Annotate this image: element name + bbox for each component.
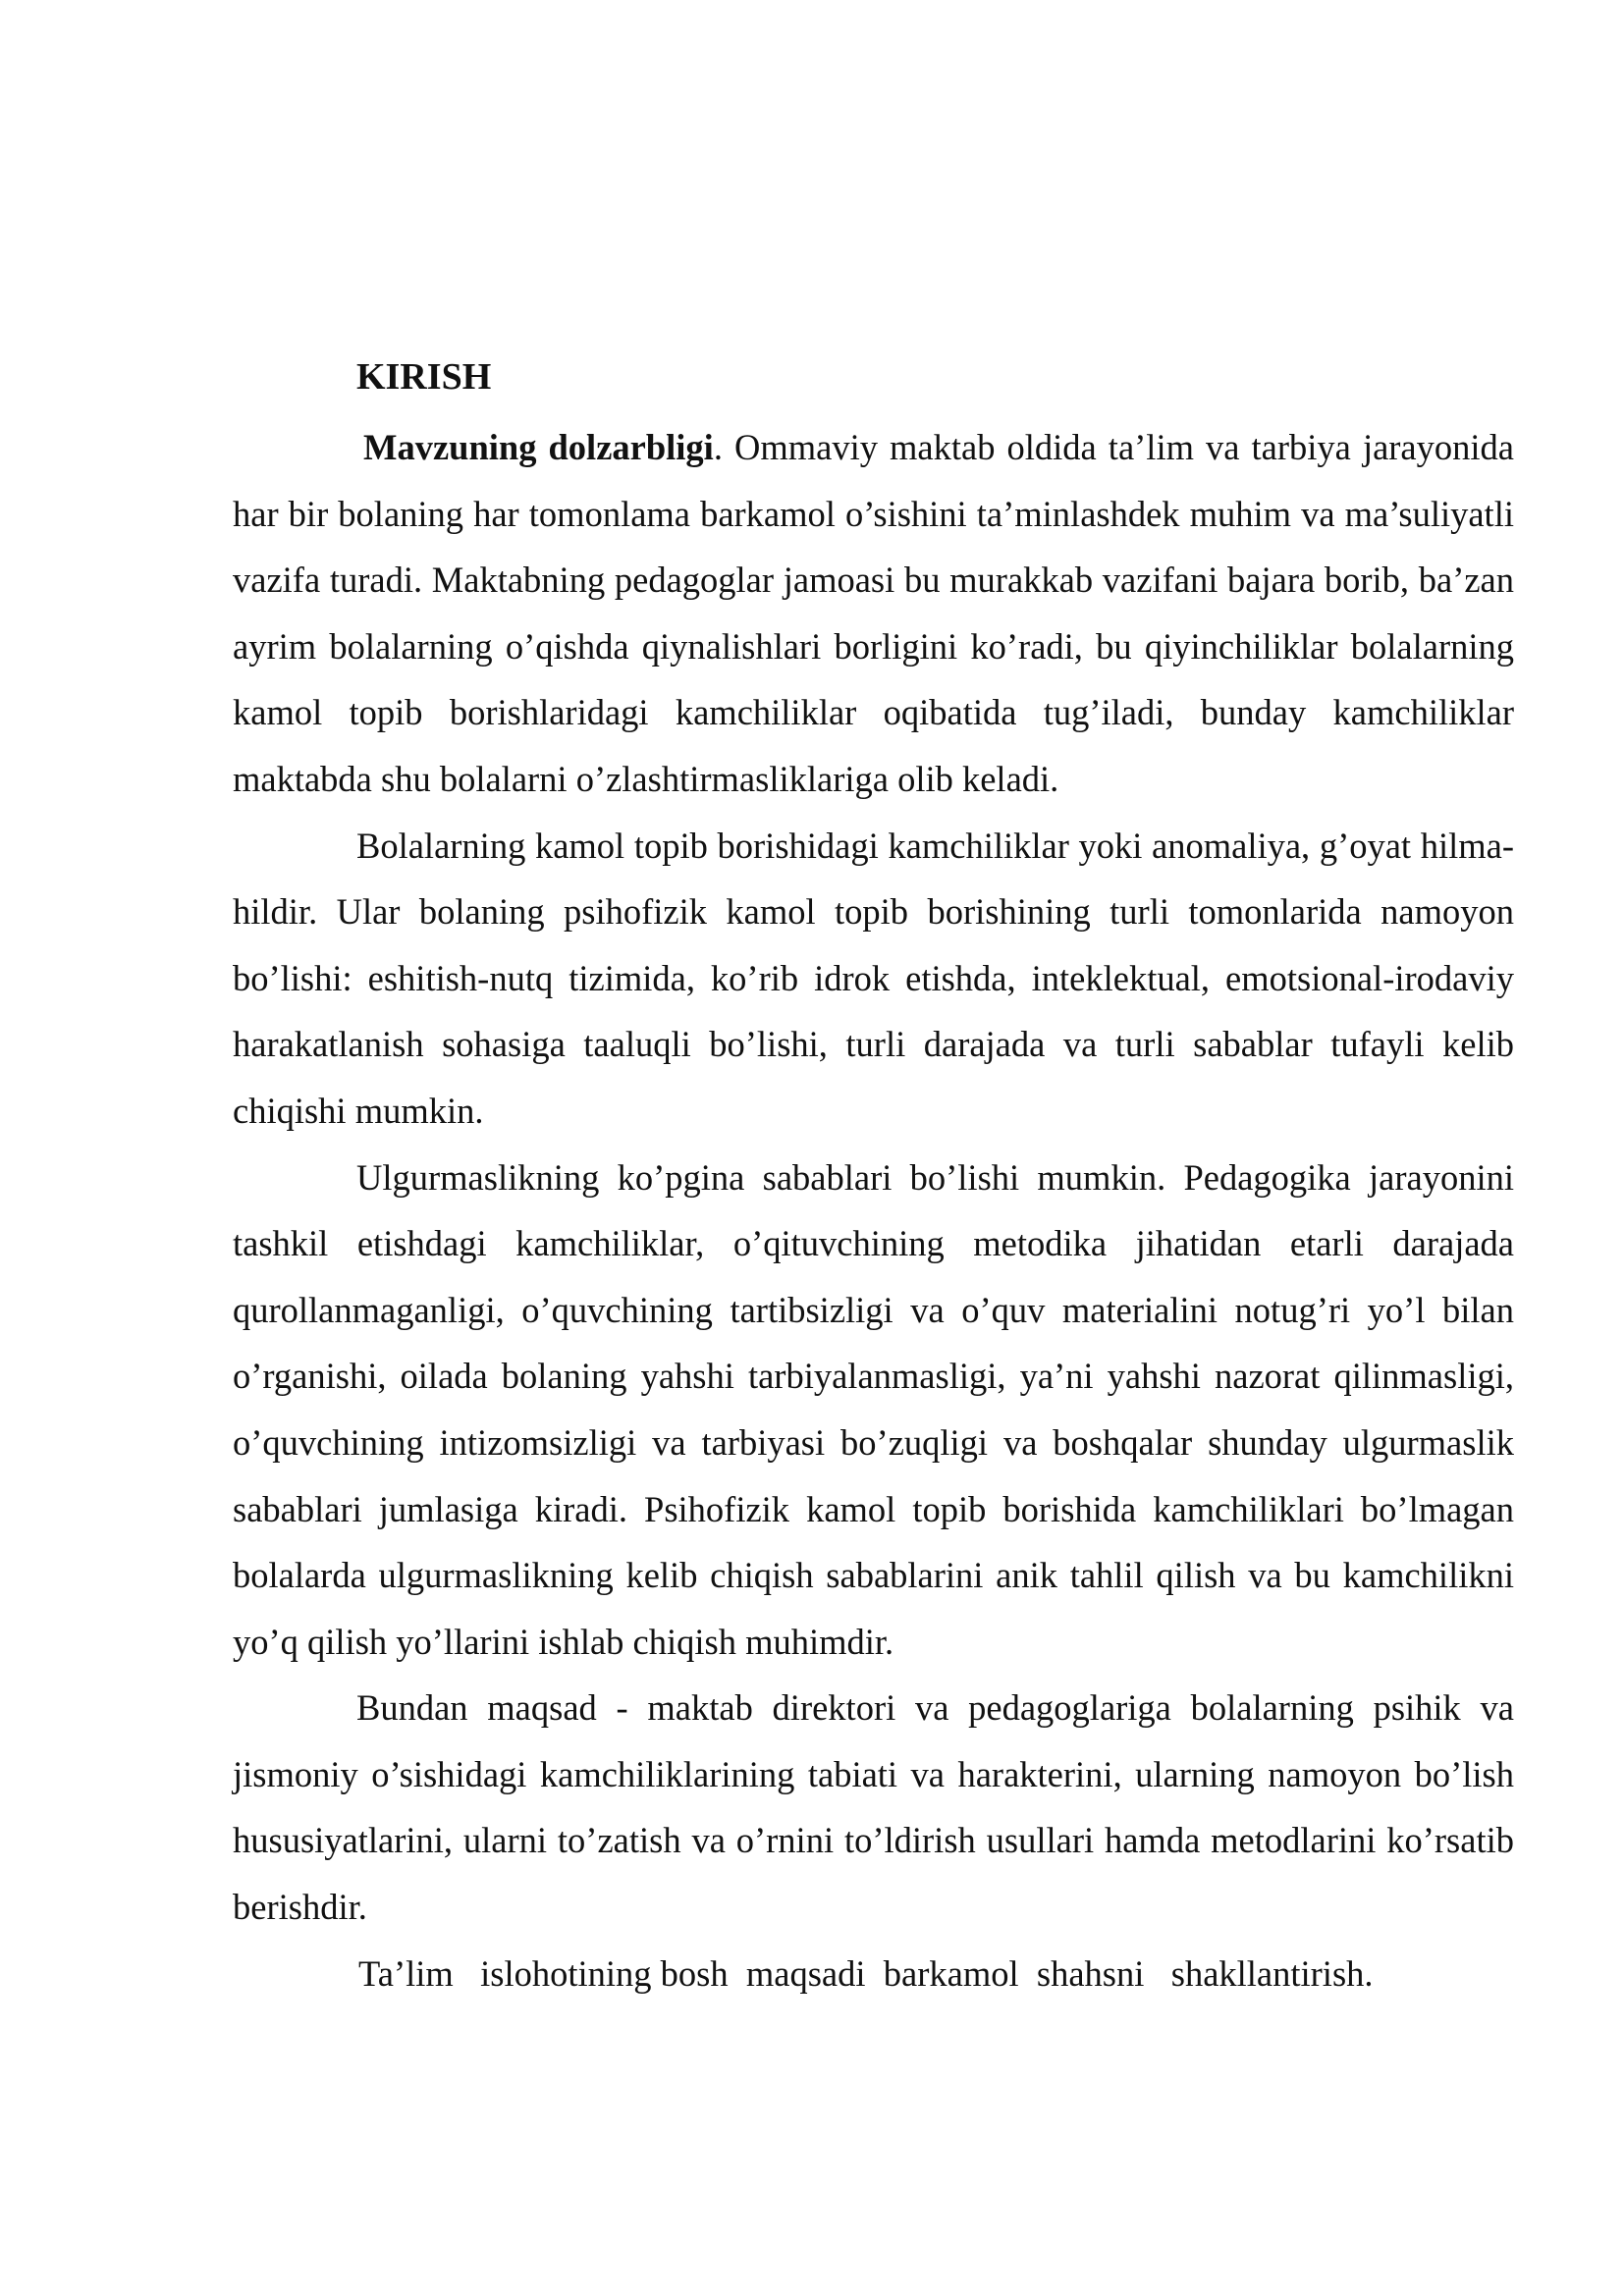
intro-text: . Ommaviy maktab oldida ta’lim va tarbiya jarayonida har bir bolaning har tomonlama barkamol o’sishini ta’minlashdek muhim va ma’suliyatli vazifa turadi. Maktabning pedagoglar jamoasi bu murakkab vazifani bajara borib, ba’zan ayrim bolalarning o’qishda qiynalishlari borligini ko’radi, bu qiyinchiliklar bolalarning kamol topib borishlaridagi kamchiliklar oqibatida tug’iladi, bunday kamchiliklar maktabda shu bolalarni o’zlashtirmasliklariga olib keladi.	[233, 427, 1514, 799]
intro-paragraph	[233, 414, 1514, 813]
body-paragraph: Ulgurmaslikning ko’pgina sabablari bo’lishi mumkin. Pedagogika jarayonini tashkil etishdagi kamchiliklar, o’qituvchining metodika jihatidan etarli darajada qurollanmaganligi, o’quvchining tartibsizligi va o’quv materialini notug’ri yo’l bilan o’rganishi, oilada bolaning yahshi tarbiyalanmasligi, ya’ni yahshi nazorat qilinmasligi, o’quvchining intizomsizligi va tarbiyasi bo’zuqligi va boshqalar shunday ulgurmaslik sabablari jumlasiga kiradi. Psihofizik kamol topib borishida kamchiliklari bo’lmagan bolalarda ulgurmaslikning kelib chiqish sabablarini anik tahlil qilish va bu kamchilikni yo’q qilish yo’llarini ishlab chiqish muhimdir.	[233, 1156, 1514, 1662]
intro-lead: Mavzuning dolzarbligi	[363, 427, 714, 467]
body-paragraph: Bolalarning kamol topib borishidagi kamchiliklar yoki anomaliya, g’oyat hilma-hildir. Ular bolaning psihofizik kamol topib borishining turli tomonlarida namoyon bo’lishi: eshitish-nutq tizimida, ko’rib idrok etishda, inteklektual, emotsional-irodaviy harakatlanish sohasiga taaluqli bo’lishi, turli darajada va turli sabablar tufayli kelib chiqishi mumkin.	[233, 825, 1514, 1131]
document-page	[233, 347, 1514, 2006]
final-line: Ta’lim islohotining bosh maqsadi barkamol shahsni shakllantirish.	[358, 1952, 1374, 1994]
body-paragraph: Bundan maqsad - maktab direktori va pedagoglariga bolalarning psihik va jismoniy o’sishidagi kamchiliklarining tabiati va harakterini, ularning namoyon bo’lish hususiyatlarini, ularni to’zatish va o’rnini to’ldirish usullari hamda metodlarini ko’rsatib berishdir.	[233, 1687, 1514, 1928]
section-heading: KIRISH	[356, 356, 492, 398]
